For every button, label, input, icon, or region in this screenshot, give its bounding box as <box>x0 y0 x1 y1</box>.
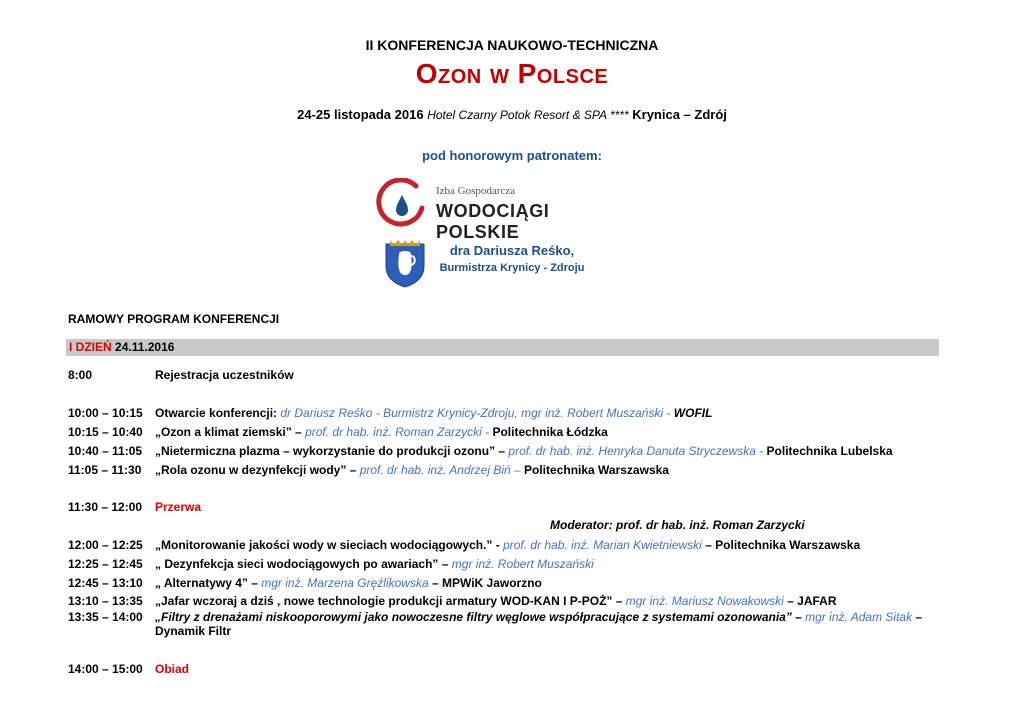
day-date: 24.11.2016 <box>115 340 175 354</box>
program-item-time: 12:25 – 12:45 <box>68 557 143 571</box>
day-label: I DZIEŃ <box>69 340 112 354</box>
program-item-part: – <box>915 610 923 624</box>
logo-ring-icon <box>376 178 428 230</box>
program-item-part: mgr inż. Adam Sitak <box>805 610 916 624</box>
program-item-part: – Politechnika Warszawska <box>705 538 861 552</box>
program-item-time: 13:35 – 14:00 <box>68 610 143 624</box>
patron-person-title: Burmistrza Krynicy - Zdroju <box>439 262 585 274</box>
program-item-description <box>155 594 837 608</box>
program-item-part: Politechnika Lubelska <box>766 444 893 458</box>
program-item-part: „Monitorowanie jakości wody w sieciach wodociągowych.” - <box>155 538 504 552</box>
program-item-description <box>155 368 294 382</box>
program-item-time: 13:10 – 13:35 <box>68 594 143 608</box>
program-item-part: prof. dr hab. inż. Marian Kwietniewski <box>503 538 706 552</box>
program-item-time: 11:30 – 12:00 <box>68 500 143 514</box>
program-item-part: Politechnika Warszawska <box>524 463 669 477</box>
program-item-time: 11:05 – 11:30 <box>68 463 142 477</box>
program-item-part: Przerwa <box>155 500 202 514</box>
program-item-part: – MPWiK Jaworzno <box>431 576 542 590</box>
page-title: Ozon w Polsce <box>415 58 609 89</box>
logo-big-text: WODOCIĄGI POLSKIE <box>436 201 550 242</box>
event-details <box>0 107 1024 122</box>
program-item-description <box>155 538 860 552</box>
program-item-part: prof. dr hab. inż. Andrzej Biń – <box>359 463 525 477</box>
program-item-part: prof. dr hab. inż. Henryka Danuta Stryczewska - <box>508 444 767 458</box>
program-item-part: Rejestracja uczestników <box>155 368 294 382</box>
program-item-part: WOFIL <box>673 406 713 420</box>
moderator-note: Moderator: prof. dr hab. inż. Roman Zarzycki <box>550 518 805 532</box>
program-item-part: „ Dezynfekcja sieci wodociągowych po awariach” – <box>155 557 452 571</box>
event-venue: Hotel Czarny Potok Resort & SPA **** <box>427 108 629 122</box>
conference-subtitle: II KONFERENCJA NAUKOWO-TECHNICZNA <box>365 37 659 53</box>
program-item-time: 10:15 – 10:40 <box>68 425 143 439</box>
event-dates: 24-25 listopada 2016 <box>297 107 424 122</box>
logo-small-text: Izba Gospodarcza <box>436 185 516 197</box>
program-item-description <box>155 576 542 590</box>
program-heading: RAMOWY PROGRAM KONFERENCJI <box>68 312 280 326</box>
program-item-part: mgr inż. Mariusz Nowakowski <box>625 594 784 608</box>
program-item-description <box>155 463 669 477</box>
program-item-part: „Jafar wczoraj a dziś , nowe technologie produkcji armatury WOD-KAN I P-POŻ” – <box>155 594 626 608</box>
program-item-part: Otwarcie konferencji: <box>155 406 281 420</box>
program-item-part: Obiad <box>155 662 190 676</box>
program-item-part: dr Dariusz Reśko - Burmistrz Krynicy-Zdroju, mgr inż. Robert Muszański - <box>280 406 674 420</box>
program-item-description <box>155 444 893 458</box>
program-item-description <box>155 500 201 514</box>
day-header-bar <box>66 339 939 356</box>
program-item-part: „Ozon a klimat ziemski” – <box>155 425 306 439</box>
program-item-description <box>155 425 608 439</box>
program-item-part: „ Alternatywy 4” – <box>155 576 262 590</box>
program-item-time: 14:00 – 15:00 <box>68 662 143 676</box>
program-item-part: „Nietermiczna plazma – wykorzystanie do produkcji ozonu” – <box>155 444 509 458</box>
program-item-part: „Rola ozonu w dezynfekcji wody” – <box>155 463 360 477</box>
program-item-time: 8:00 <box>68 368 93 382</box>
program-item-time: 10:40 – 11:05 <box>68 444 143 458</box>
program-item-time: 10:00 – 10:15 <box>68 406 143 420</box>
program-item-part: – JAFAR <box>783 594 837 608</box>
program-item-continuation: Dynamik Filtr <box>155 624 232 638</box>
program-item-part: „Filtry z drenażami niskooporowymi jako nowoczesne filtry węglowe współpracujące z systemami ozonowania” – <box>155 610 806 624</box>
event-city: Krynica – Zdrój <box>632 107 727 122</box>
program-item-part: prof. dr hab. inż. Roman Zarzycki - <box>305 425 493 439</box>
program-item-part: mgr inż. Marzena Gręźlikowska <box>261 576 432 590</box>
wodociagi-polskie-logo <box>376 178 636 242</box>
program-item-time: 12:45 – 13:10 <box>68 576 143 590</box>
program-item-part: mgr inż. Robert Muszański <box>451 557 594 571</box>
patron-person-name: dra Dariusza Reśko, <box>449 243 575 258</box>
program-item-time: 12:00 – 12:25 <box>68 538 143 552</box>
program-item-part: Politechnika Łódzka <box>492 425 608 439</box>
program-item-description <box>155 610 922 638</box>
program-item-description <box>155 662 189 676</box>
program-item-description <box>155 406 712 420</box>
patronage-label: pod honorowym patronatem: <box>422 148 602 163</box>
program-item-description <box>155 557 594 571</box>
